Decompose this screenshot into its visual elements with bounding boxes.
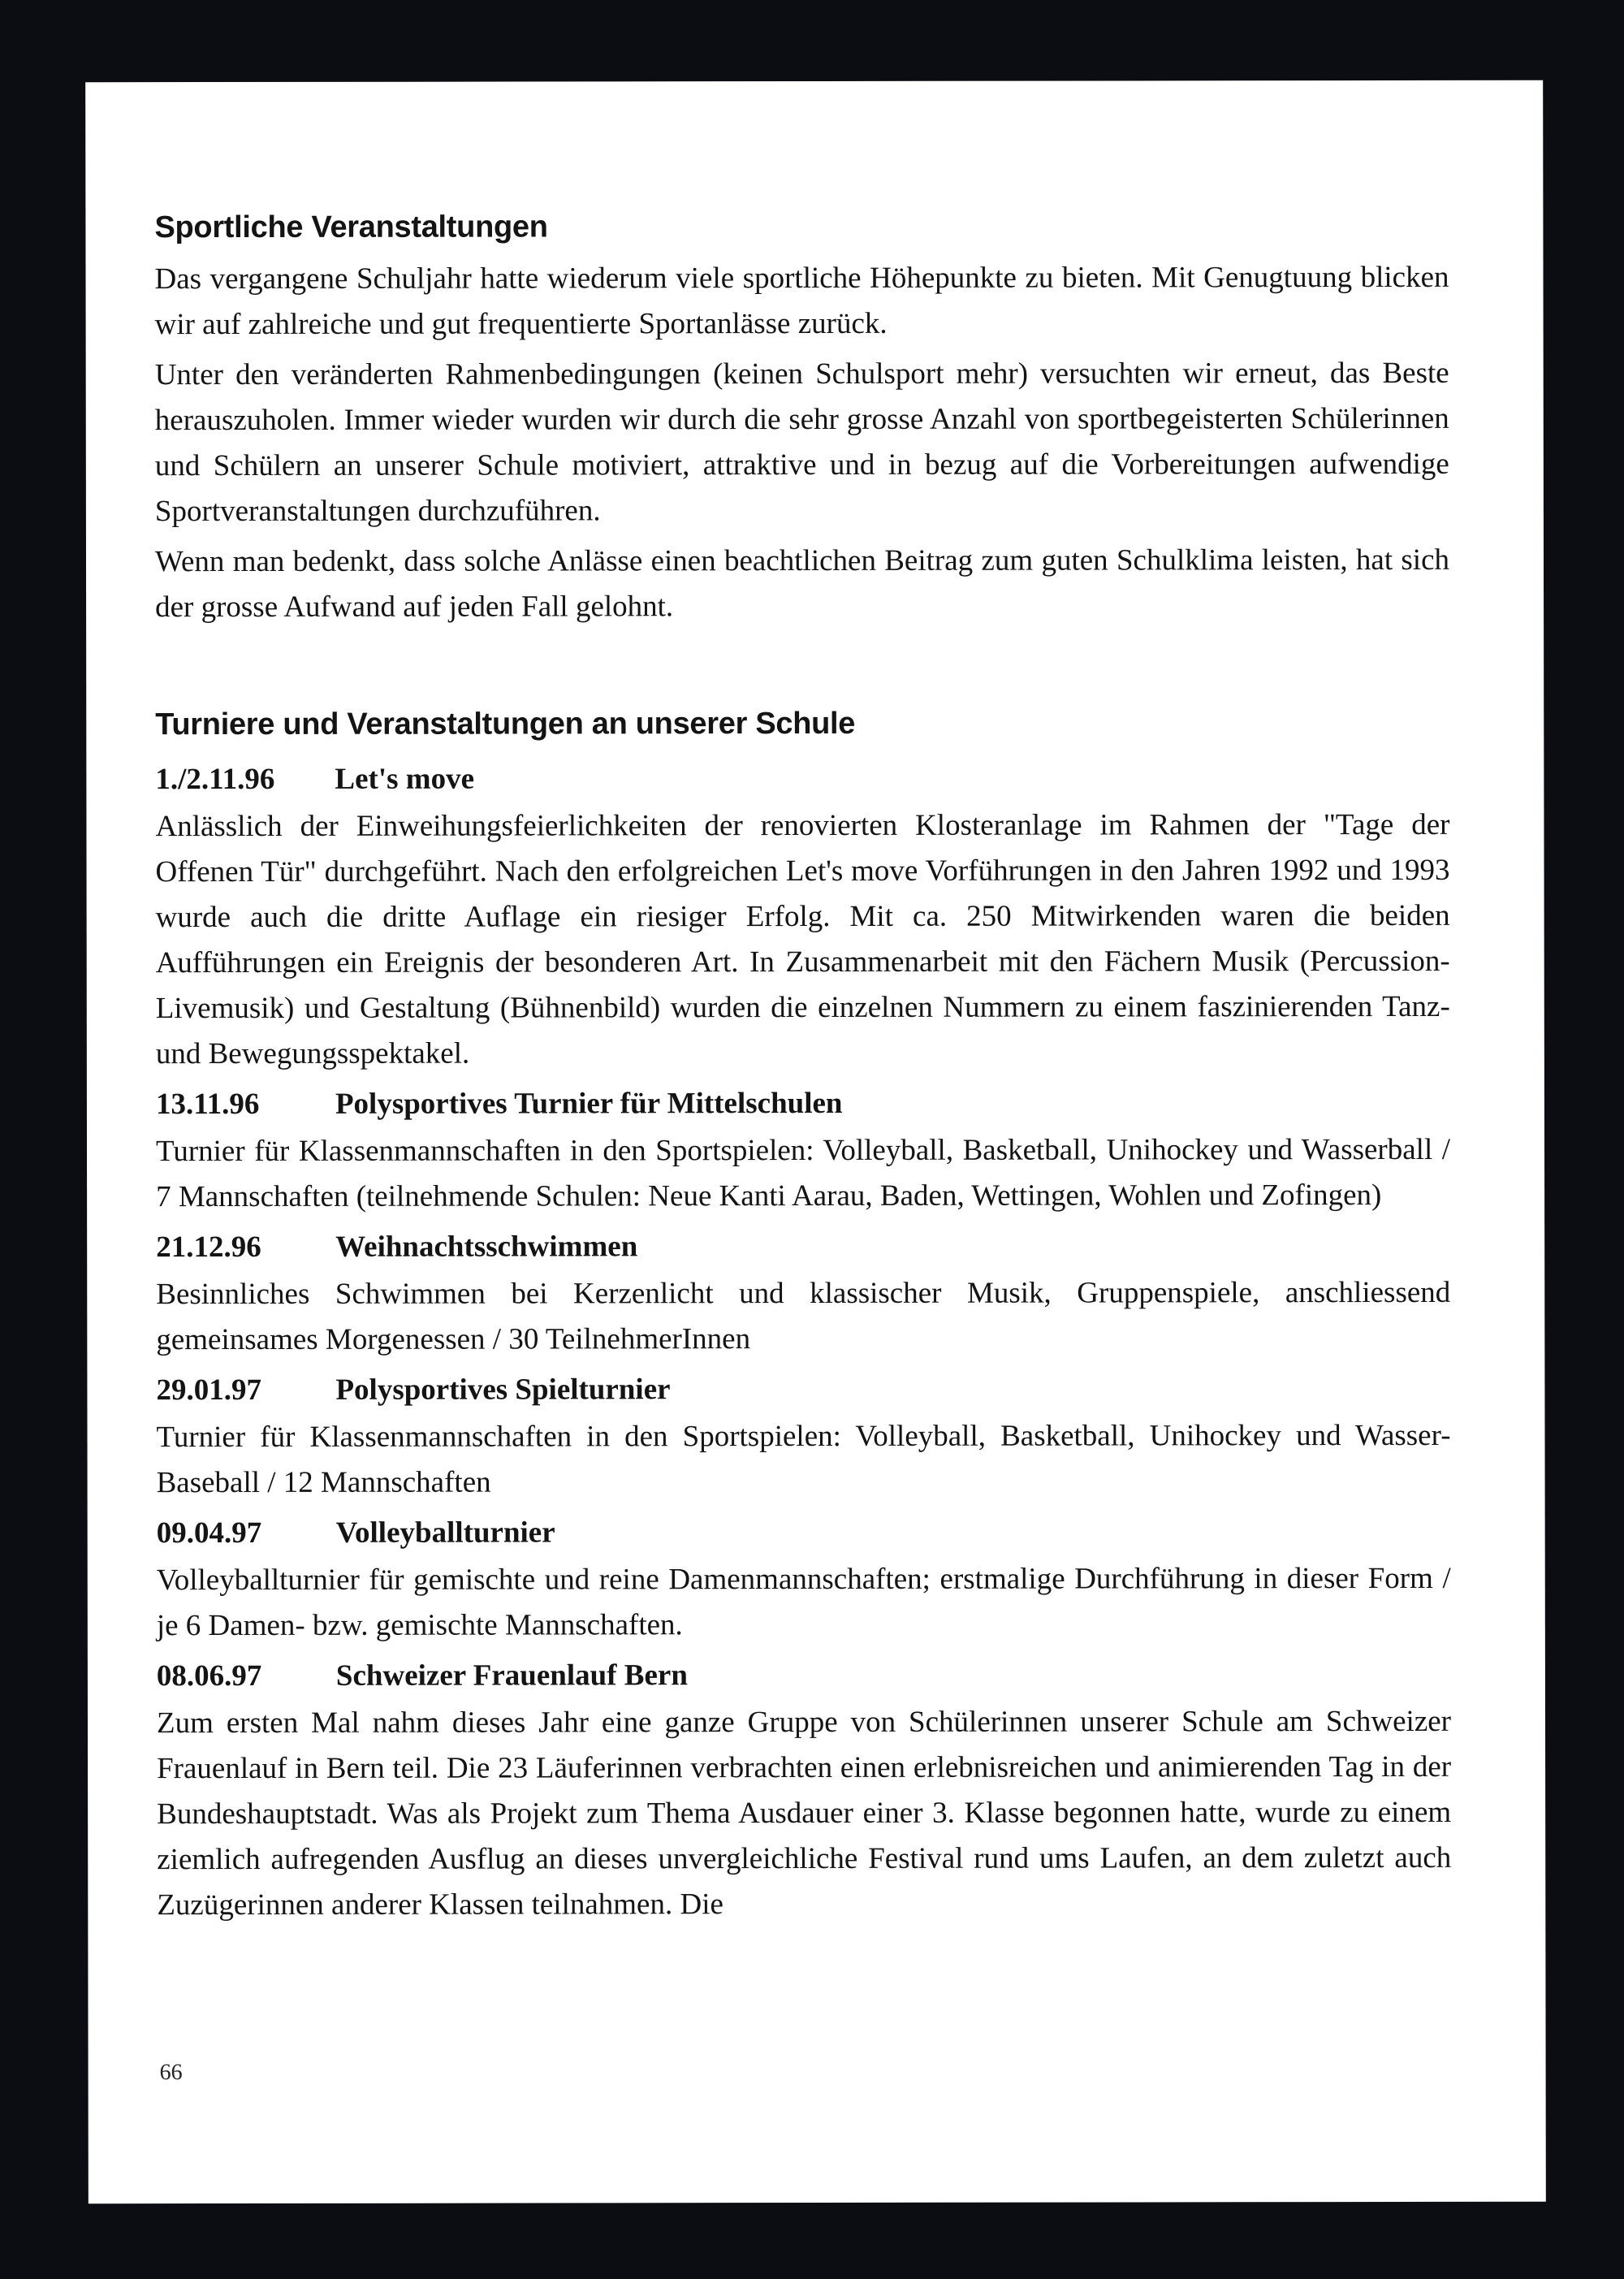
event-item [157, 1511, 1451, 1649]
event-date: 29.01.97 [156, 1373, 261, 1408]
event-heading [156, 1082, 1450, 1126]
event-item [156, 1368, 1450, 1506]
event-item [157, 1654, 1451, 1928]
event-description: Volleyballturnier für gemischte und reine Damenmannschaften; erstmalige Durchführung in dieser Form / je 6 Damen- bzw. gemischte Mannschaften. [156, 1561, 1451, 1643]
section-title-turniere: Turniere und Veranstaltungen an unserer Schule [155, 706, 856, 742]
event-date: 1./2.11.96 [155, 762, 275, 797]
event-heading [157, 1511, 1451, 1555]
event-name: Weihnachtsschwimmen [335, 1230, 638, 1264]
page-number: 66 [159, 2060, 183, 2086]
event-item [156, 1082, 1450, 1220]
event-item [156, 1225, 1450, 1363]
event-name: Polysportives Spielturnier [335, 1373, 671, 1407]
event-description: Anlässlich der Einweihungsfeierlichkeiten der renovierten Klosteranlage im Rahmen der "Tage der Offenen Tür" durchgeführt. Nach den erfolgreichen Let's move Vorführungen in den Jahren 1992 und 1993 wurde auch die dritte Auflage ein riesiger Erfolg. Mit ca. 250 Mitwirkenden waren die beiden Aufführungen ein Ereignis der besonderen Art. In Zusammenarbeit mit den Fächern Musik (Percussion-Livemusik) und Gestaltung (Bühnenbild) wurden die einzelnen Nummern zu einem faszinierenden Tanz- und Bewegungsspektakel. [155, 807, 1450, 1071]
event-heading [157, 1654, 1451, 1697]
conclusion-paragraph: Wenn man bedenkt, dass solche Anlässe einen beachtlichen Beitrag zum guten Schulklima leisten, hat sich der grosse Aufwand auf jeden Fall gelohnt. [154, 543, 1450, 625]
context-paragraph: Unter den veränderten Rahmenbedingungen (keinen Schulsport mehr) versuchten wir erneut, das Beste herauszuholen. Immer wieder wurden wir durch die sehr grosse Anzahl von sportbegeisterten Schülerinnen und Schülern an unserer Schule motiviert, attraktive und in bezug auf die Vorbereitungen aufwendige Sportveranstaltungen durchzuführen. [154, 356, 1449, 529]
event-name: Volleyballturnier [335, 1516, 555, 1550]
scanned-page [85, 80, 1546, 2204]
event-date: 21.12.96 [156, 1230, 261, 1265]
event-name: Let's move [335, 762, 475, 796]
event-heading [156, 1368, 1450, 1412]
event-date: 13.11.96 [155, 1087, 260, 1122]
event-description: Zum ersten Mal nahm dieses Jahr eine ganze Gruppe von Schülerinnen unserer Schule am Schweizer Frauenlauf in Bern teil. Die 23 Läuferinnen verbrachten einen erlebnisreichen und animierenden Tag in der Bundeshauptstadt. Was als Projekt zum Thema Ausdauer einer 3. Klasse begonnen hatte, wurde zu einem ziemlich aufregenden Ausflug an dieses unvergleichliche Festival rund ums Laufen, an dem zuletzt auch Zuzügerinnen anderer Klassen teilnahmen. Die [156, 1704, 1452, 1922]
event-description: Turnier für Klassenmannschaften in den Sportspielen: Volleyball, Basketball, Unihockey und Wasserball / 7 Mannschaften (teilnehmende Schulen: Neue Kanti Aarau, Baden, Wettingen, Wohlen und Zofingen) [155, 1132, 1451, 1214]
event-heading [156, 1225, 1450, 1269]
section-title-sportliche-veranstaltungen: Sportliche Veranstaltungen [154, 210, 548, 245]
event-description: Besinnliches Schwimmen bei Kerzenlicht und klassischer Musik, Gruppenspiele, anschliessend gemeinsames Morgenessen / 30 TeilnehmerInnen [156, 1275, 1451, 1357]
event-date: 08.06.97 [156, 1658, 262, 1693]
event-date: 09.04.97 [156, 1516, 262, 1550]
event-description: Turnier für Klassenmannschaften in den Sportspielen: Volleyball, Basketball, Unihockey und Wasser-Baseball / 12 Mannschaften [156, 1418, 1451, 1500]
event-item [155, 757, 1450, 1077]
intro-paragraph: Das vergangene Schuljahr hatte wiederum viele sportliche Höhepunkte zu bieten. Mit Genugtuung blicken wir auf zahlreiche und gut frequentierte Sportanlässe zurück. [154, 260, 1449, 342]
event-heading [155, 757, 1449, 801]
event-name: Polysportives Turnier für Mittelschulen [335, 1086, 843, 1121]
event-name: Schweizer Frauenlauf Bern [335, 1658, 688, 1693]
page-content [154, 206, 1451, 1935]
